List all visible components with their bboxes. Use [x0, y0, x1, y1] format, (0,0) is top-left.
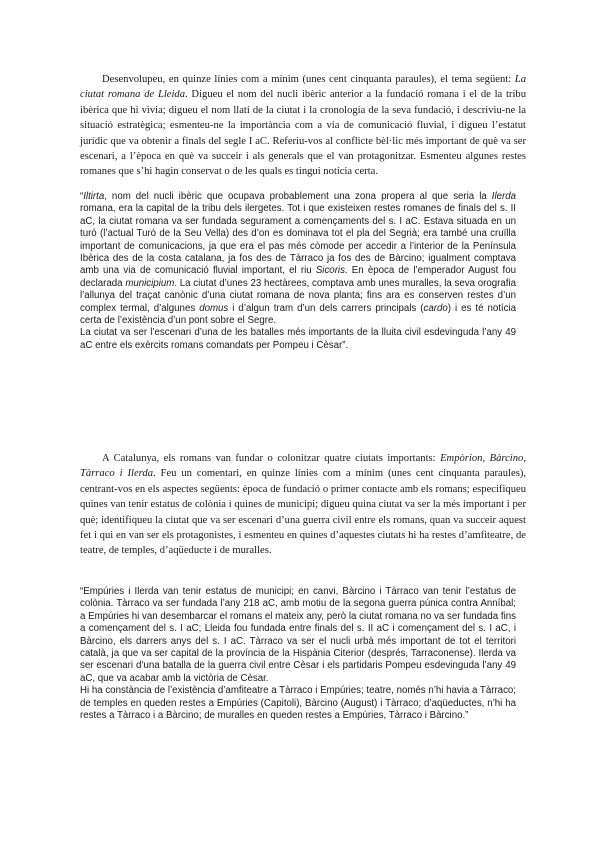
answer-1-text: i d’algun tram d’un dels carrers principals (	[228, 302, 424, 314]
question-1-instructions: . Digueu el nom del nucli ibèric anterior a la fundació romana i el de la tribu ibèrica que hi vivia; digueu el nom llatí de la ciutat i la cronologia de la seva fundació, i descriviu-ne la situació estratègica; esmenteu-ne la importància com a via de comunicació fluvial, i digueu l’estatut jurídic que va obtenir a finals del segle I aC. Referiu-vos al conflicte bèl·lic més important de què va ser escenari, a l’època en què va succeir i als generals que el van protagonitzar. Esmenteu algunes restes romanes que s’hi hagin conservat o de les quals es tingui notícia certa.	[80, 89, 526, 178]
answer-1-paragraph-2: La ciutat va ser l’escenari d’una de les batalles més importants de la lluita civil esdevinguda l’any 49 aC entre els exèrcits romans comandats per Pompeu i Cèsar”.	[80, 327, 516, 351]
answer-1-text: ) i es té notícia certa de l’existència d’un pont sobre el Segre.	[80, 302, 517, 327]
answer-1-text: . En època de l’emperador August fou declarada	[80, 265, 516, 289]
answer-2-paragraph-1: “Empúries i Ilerda van tenir estatus de municipi; en canvi, Bàrcino i Tàrraco van tenir l’estatus de colònia. Tàrraco va ser fundada l’any 218 aC, amb motiu de la segona guerra púnica contra Anníbal; a Empúries hi van desembarcar el romans el mateix any, però la ciutat romana no va ser fundada fins a començament del s. I aC; Lleida fou fundada entre finals del s. II aC i començament del s. I aC, i Bàrcino, els darrers anys del s. I aC. Tàrraco va ser el nucli urbà més important de tot el territori català, ja que va ser capital de la província de la Hispània Citerior (després, Tarraconense). Ilerda va ser escenari d’una batalla de la guerra civil entre Cèsar i els partidaris Pompeu esdevinguda l’any 49 aC, que va acabar amb la victòria de Cèsar.	[80, 586, 516, 684]
question-2	[80, 451, 526, 559]
term-domus: domus	[199, 302, 229, 314]
question-2-intro: A Catalunya, els romans van fundar o colonitzar quatre ciutats importants:	[102, 453, 441, 464]
answer-1-text: romana, era la capital de la tribu dels ilergetes. Tot i que existeixen restes romanes de finals del s. II aC, la ciutat romana va ser fundada segurament a començaments del s. I aC. Estava situada en un turó (l’actual Turó de la Seu Vella) des d’on es dominava tot el pla del Segrià; era també una cruïlla important de comunicacions, ja que era el pas més còmode per accedir a l’interior de la Península Ibèrica des de la costa catalana, ja fos des de Tàrraco ja fos des de Bàrcino; igualment comptava amb una via de comunicació fluvial important, el riu	[80, 203, 516, 277]
term-iltirta: Iltirta	[83, 191, 105, 202]
term-cardo: cardo	[423, 302, 448, 314]
question-1-topic-title: La ciutat romana de Lleida	[80, 74, 526, 101]
term-sicoris: Sicoris	[315, 265, 345, 277]
answer-1-text: . La ciutat d’unes 23 hectàrees, comptava amb unes muralles, la seva orografia l’allunya del traçat canònic d’una ciutat romana de nova planta; fins ara es conserven restes d’un complex termal, d’algunes	[80, 277, 516, 314]
question-2-instructions: . Feu un comentari, en quinze línies com a mínim (unes cent cinquanta paraules), centrant-vos en els aspectes següents: època de fundació o primer contacte amb els romans; especifiqueu quines van tenir estatus de colònia i quines de municipi; digueu quina ciutat va ser la més important i per què; identifiqueu la ciutat que va ser escenari d’una guerra civil entre els romans, quan va succeir aquest fet i qui en van ser els protagonistes, i esmenteu en quines d’aquestes ciutats hi ha restes d’amfiteatre, de teatre, de temples, d’aqüeducte i de muralles.	[80, 468, 526, 557]
term-municipium: municipium	[125, 277, 175, 289]
answer-1	[80, 191, 516, 352]
question-2-cities: Empòrion, Bàrcino, Tàrraco i Ilerda	[80, 453, 526, 480]
answer-2	[80, 586, 516, 722]
answer-1-open-quote: “	[80, 191, 84, 202]
answer-1-text: , nom del nucli ibèric que ocupava probablement una zona propera al que seria la	[104, 191, 492, 202]
term-ilerda: Ilerda	[491, 191, 516, 202]
question-1	[80, 72, 526, 180]
answer-2-paragraph-2: Hi ha constància de l’existència d’amfiteatre a Tàrraco i Empúries; teatre, només n’hi havia a Tàrraco; de temples en queden restes a Empúries (Capitoli), Bàrcino (August) i Tàrraco; d’aqüeductes, n’hi ha restes a Tàrraco i a Bàrcino; de muralles en queden restes a Empúries, Tàrraco i Bàrcino.”	[80, 685, 516, 722]
question-1-intro: Desenvolupeu, en quinze línies com a mínim (unes cent cinquanta paraules), el tema següent:	[102, 74, 515, 85]
answer-1-paragraph-1	[80, 191, 516, 327]
